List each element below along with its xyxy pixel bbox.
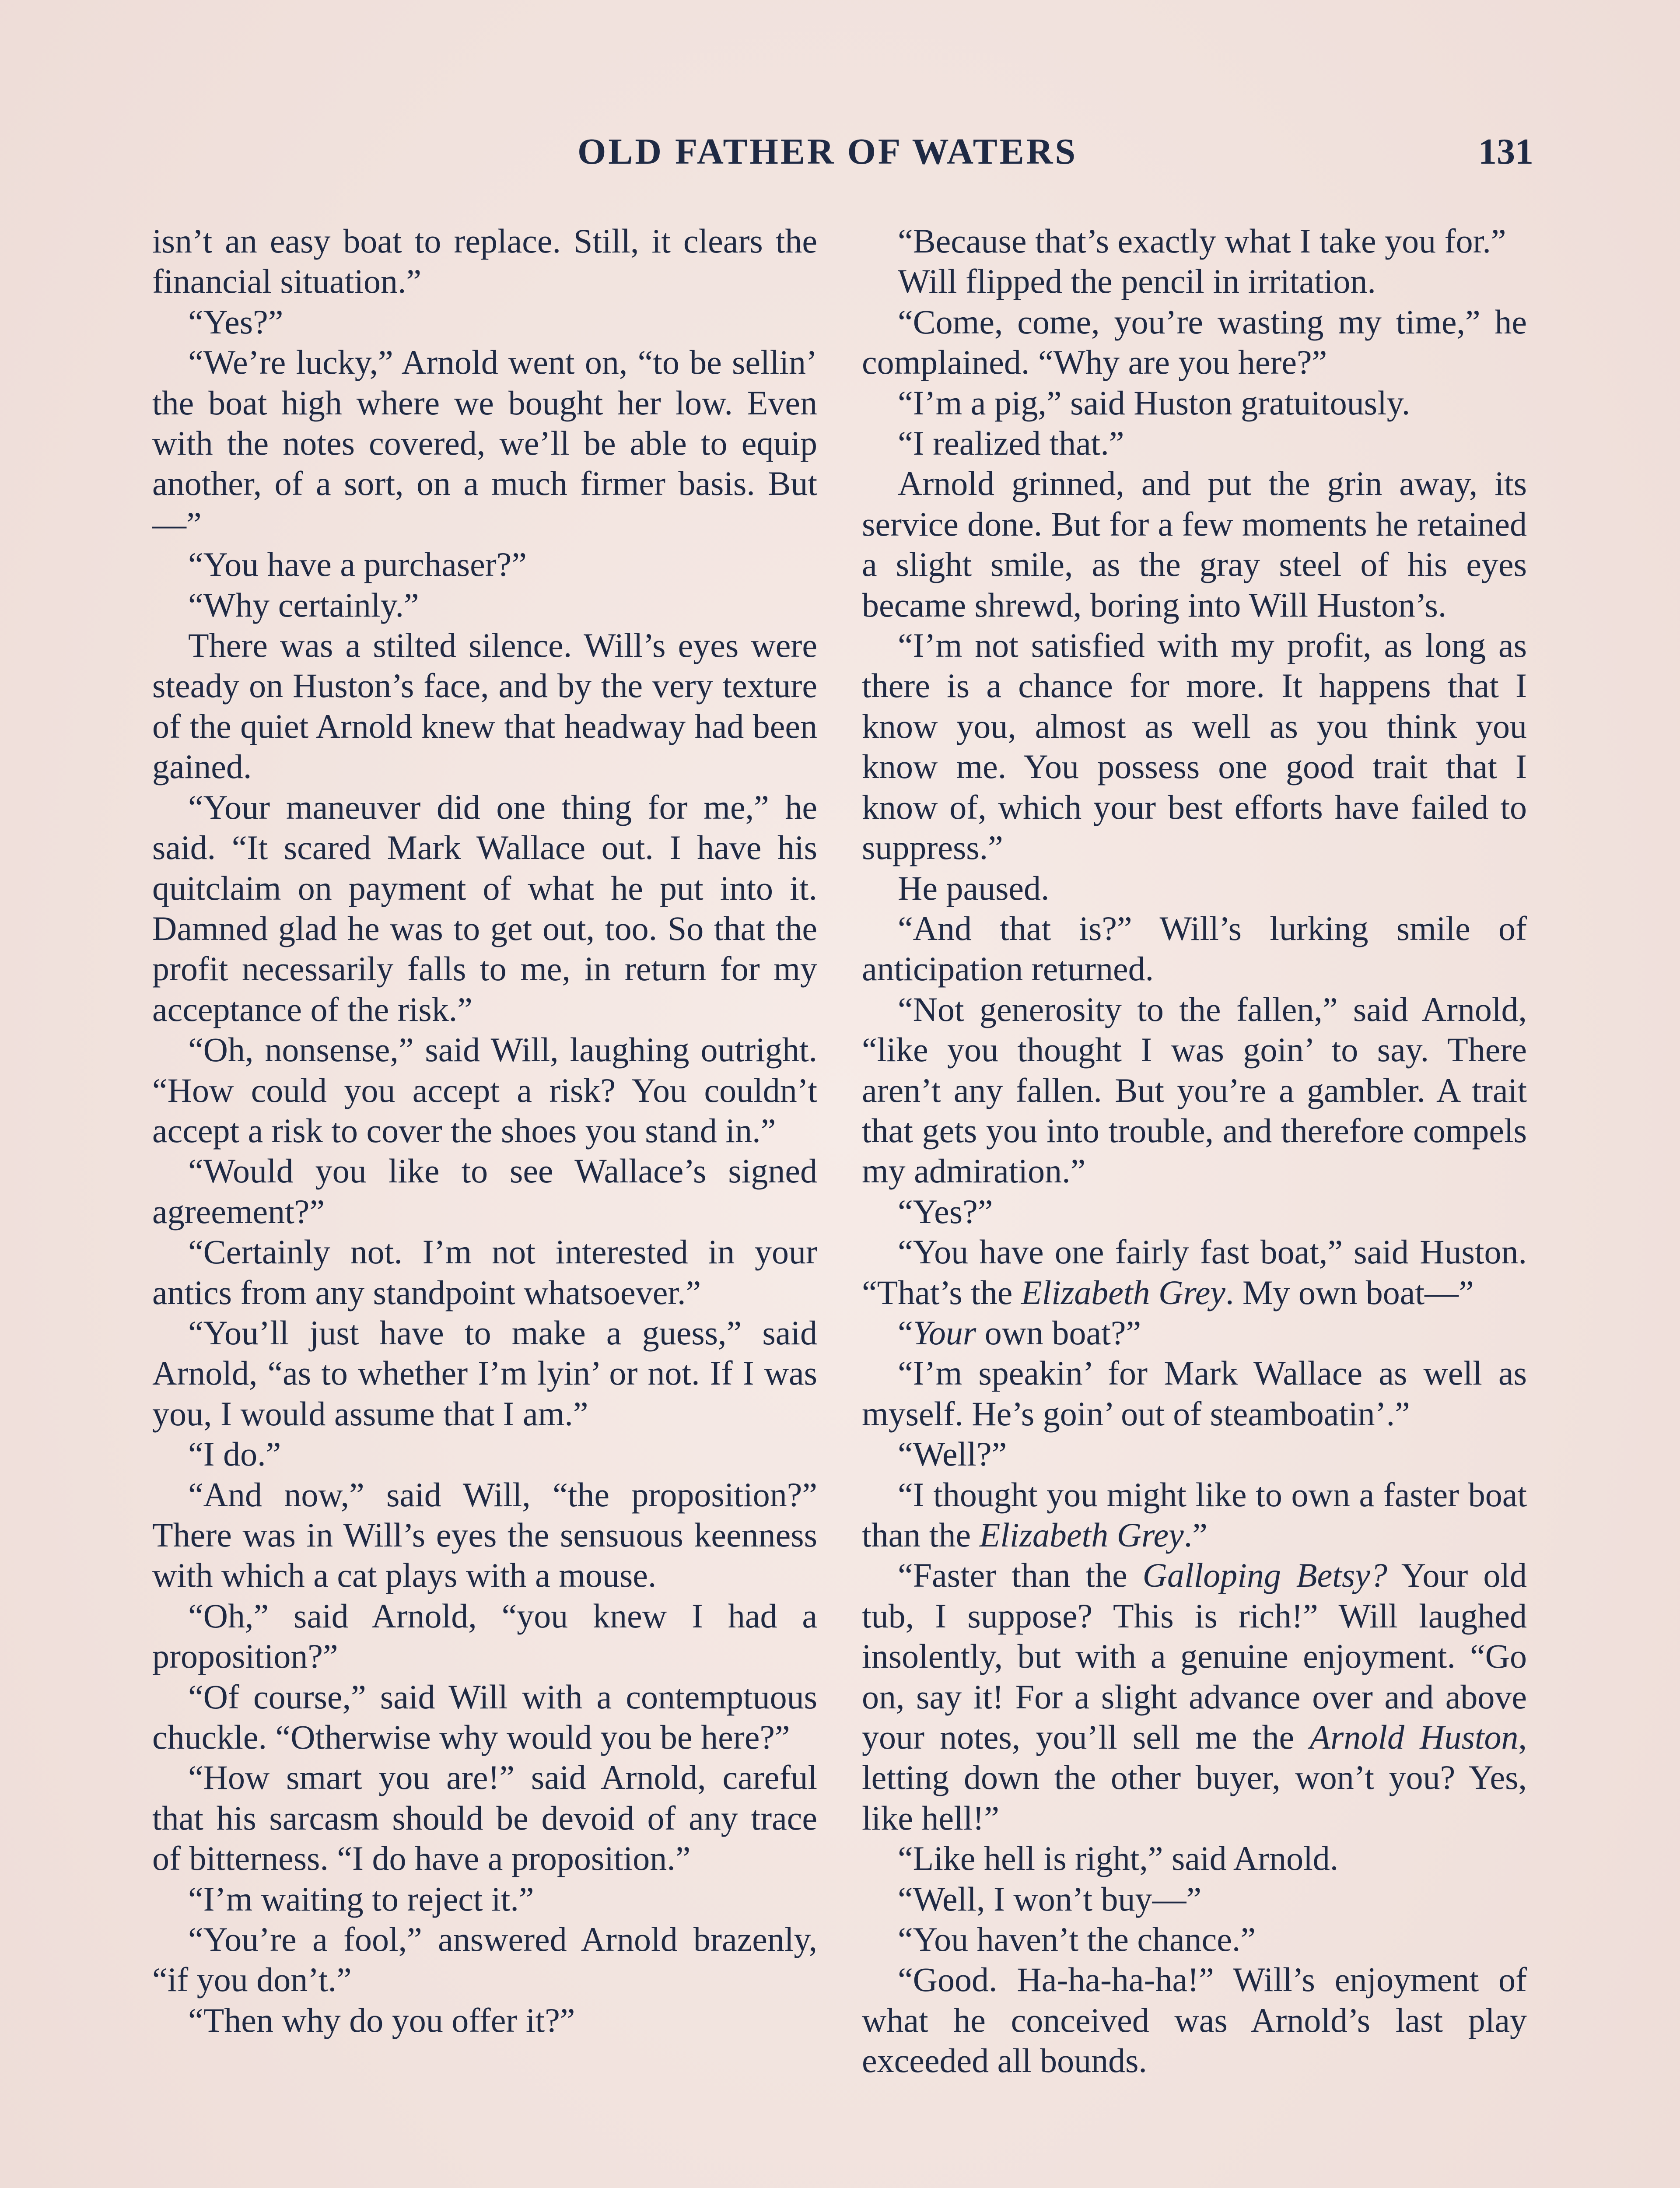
paragraph (152, 302, 817, 342)
paragraph (862, 302, 1527, 383)
paragraph-text: He paused. (898, 869, 1050, 907)
paragraph (862, 1960, 1527, 2081)
paragraph (862, 1919, 1527, 1960)
paragraph-text: “You have one fairly fast boat,” said Huston. “That’s the (862, 1233, 1527, 1311)
paragraph-text: “Then why do you offer it?” (188, 2001, 575, 2039)
paragraph (862, 463, 1527, 625)
paragraph-text: “Like hell is right,” said Arnold. (898, 1839, 1339, 1878)
paragraph (152, 1151, 817, 1232)
paragraph-text: “Oh,” said Arnold, “you knew I had a proposition?” (152, 1596, 817, 1676)
paragraph-text: “Faster than the (898, 1556, 1143, 1595)
paragraph (862, 423, 1527, 463)
paragraph (152, 1596, 817, 1677)
italic-title: Elizabeth Grey (1021, 1273, 1226, 1311)
paragraph (152, 585, 817, 625)
paragraph-text: Your old tub, I suppose? This is rich!” Will laughed insolently, but with a genuine enjoyment. “Go on, say it! For a slight advance over and above your notes, you’ll sell me the (862, 1556, 1527, 1757)
paragraph-text: “Why certainly.” (188, 586, 419, 624)
paragraph-text: “Come, come, you’re wasting my time,” he complained. “Why are you here?” (862, 302, 1527, 382)
paragraph-text: . My own boat—” (1225, 1273, 1474, 1311)
paragraph-text: “Well?” (898, 1435, 1007, 1473)
paragraph (862, 625, 1527, 868)
paragraph-text: “I thought you might like to own a faster boat than the (862, 1475, 1527, 1554)
running-head-title: OLD FATHER OF WATERS (578, 131, 1078, 172)
paragraph (862, 221, 1527, 261)
paragraph (862, 1555, 1527, 1838)
paragraph-text: own boat?” (976, 1313, 1141, 1352)
paragraph (862, 1232, 1527, 1313)
paragraph (152, 787, 817, 1030)
paragraph (862, 1434, 1527, 1474)
paragraph-text: “Not generosity to the fallen,” said Arnold, “like you thought I was goin’ to say. There aren’t any fallen. But you’re a gambler. A trait that gets you into trouble, and therefore compels my admiration.” (862, 990, 1527, 1190)
paragraph-text: Will flipped the pencil in irritation. (898, 262, 1376, 301)
italic-title: Elizabeth Grey (979, 1516, 1184, 1554)
paragraph-text: “Oh, nonsense,” said Will, laughing outright. “How could you accept a risk? You couldn’t accept a risk to cover the shoes you stand in.” (152, 1031, 817, 1150)
paragraph-text: Arnold grinned, and put the grin away, its service done. But for a few moments he retained a slight smile, as the gray steel of his eyes became shrewd, boring into Will Huston’s. (862, 464, 1527, 624)
paragraph-text: “Certainly not. I’m not interested in your antics from any standpoint whatsoever.” (152, 1233, 817, 1311)
paragraph (862, 1838, 1527, 1879)
paragraph (862, 1475, 1527, 1556)
paragraph (152, 1434, 817, 1474)
paragraph (862, 1879, 1527, 1919)
paragraph (152, 544, 817, 585)
paragraph-text: , letting down the other buyer, won’t you? Yes, like hell!” (862, 1718, 1527, 1837)
paragraph-text: “Your maneuver did one thing for me,” he said. “It scared Mark Wallace out. I have his quitclaim on payment of what he put into it. Damned glad he was to get out, too. So that the profit necessarily falls to me, in return for my acceptance of the risk.” (152, 788, 817, 1028)
paragraph (152, 2000, 817, 2041)
italic-title: Galloping Betsy? (1142, 1556, 1387, 1595)
paragraph (862, 1353, 1527, 1434)
paragraph-text: “You have a purchaser?” (188, 545, 527, 584)
paragraph-text: “You haven’t the chance.” (898, 1920, 1256, 1959)
paragraph (862, 383, 1527, 423)
paragraph (862, 261, 1527, 302)
paragraph-text: “Because that’s exactly what I take you for.” (898, 222, 1506, 260)
paragraph (152, 625, 817, 787)
paragraph-text: “Yes?” (898, 1192, 993, 1231)
paragraph-text: “You’re a fool,” answered Arnold brazenly, “if you don’t.” (152, 1920, 817, 1999)
text-column-left (152, 221, 817, 2041)
paragraph-text: There was a stilted silence. Will’s eyes were steady on Huston’s face, and by the very texture of the quiet Arnold knew that headway had been gained. (152, 626, 817, 786)
paragraph-text: “Well, I won’t buy—” (898, 1879, 1202, 1918)
paragraph-text: “I realized that.” (898, 424, 1124, 463)
paragraph (152, 342, 817, 544)
paragraph (152, 1879, 817, 1919)
paragraph-text: “I’m not satisfied with my profit, as long as there is a chance for more. It happens that I know you, almost as well as you think you know me. You possess one good trait that I know of, which your best efforts have failed to suppress.” (862, 626, 1527, 867)
paragraph-text: isn’t an easy boat to replace. Still, it clears the financial situation.” (152, 222, 817, 301)
paragraph (152, 1919, 817, 2000)
paragraph-text: “I’m waiting to reject it.” (188, 1879, 534, 1918)
italic-title: Arnold Huston (1309, 1718, 1519, 1757)
paragraph-text: “I do.” (188, 1435, 281, 1473)
paragraph (152, 1475, 817, 1596)
paragraph (152, 1757, 817, 1879)
paragraph (152, 1677, 817, 1758)
paragraph (862, 989, 1527, 1192)
paragraph-text: “You’ll just have to make a guess,” said Arnold, “as to whether I’m lyin’ or not. If I was you, I would assume that I am.” (152, 1313, 817, 1433)
paragraph-text: “And now,” said Will, “the proposition?” There was in Will’s eyes the sensuous keenness with which a cat plays with a mouse. (152, 1475, 817, 1595)
paragraph-text: “And that is?” Will’s lurking smile of anticipation returned. (862, 909, 1527, 988)
paragraph-text: “I’m a pig,” said Huston gratuitously. (898, 383, 1410, 422)
paragraph-text: “How smart you are!” said Arnold, careful that his sarcasm should be devoid of any trace of bitterness. “I do have a proposition.” (152, 1758, 817, 1878)
paragraph-text: “Good. Ha-ha-ha-ha!” Will’s enjoyment of what he conceived was Arnold’s last play exceeded all bounds. (862, 1960, 1527, 2080)
paragraph-text: “We’re lucky,” Arnold went on, “to be sellin’ the boat high where we bought her low. Even with the notes covered, we’ll be able to equip another, of a sort, on a much firmer basis. But—” (152, 343, 817, 543)
paragraph (152, 1030, 817, 1151)
paragraph-text: “I’m speakin’ for Mark Wallace as well as myself. He’s goin’ out of steamboatin’.” (862, 1354, 1527, 1433)
page-number: 131 (1478, 131, 1533, 172)
italic-title: Your (913, 1313, 976, 1352)
paragraph (862, 1192, 1527, 1232)
paragraph (152, 221, 817, 302)
text-column-right (862, 221, 1527, 2081)
paragraph-text: .” (1183, 1516, 1208, 1554)
paragraph (152, 1313, 817, 1434)
paragraph-text: “ (898, 1313, 913, 1352)
paragraph-text: “Would you like to see Wallace’s signed agreement?” (152, 1152, 817, 1231)
paragraph (862, 908, 1527, 989)
paragraph-text: “Yes?” (188, 302, 284, 341)
paragraph (152, 1232, 817, 1313)
paragraph (862, 868, 1527, 908)
paragraph (862, 1313, 1527, 1353)
paragraph-text: “Of course,” said Will with a contemptuous chuckle. “Otherwise why would you be here?” (152, 1677, 817, 1757)
